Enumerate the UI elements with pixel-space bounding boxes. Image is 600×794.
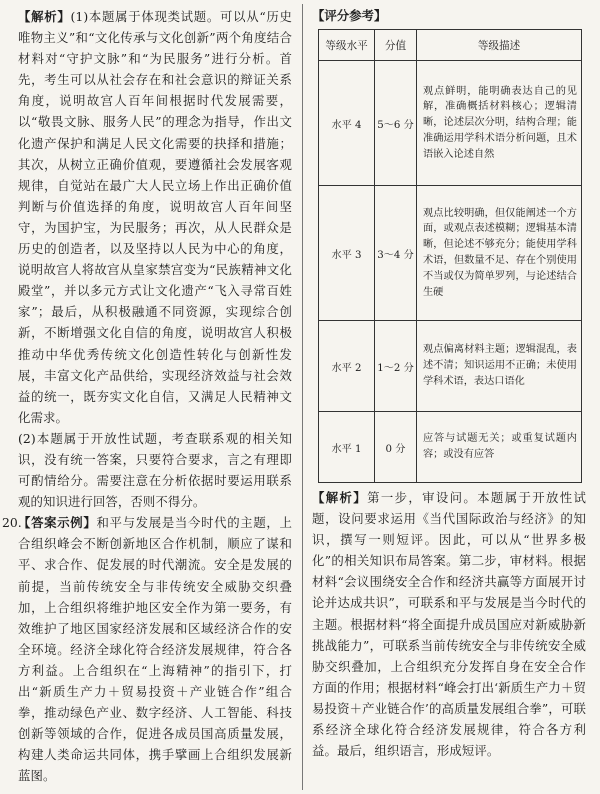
cell-level: 水平 1 [319,412,375,483]
cell-desc: 观点比较明确，但仅能阐述一个方面，或观点表述模糊；逻辑基本清晰，但论述不够充分；能使用学科术语，但数量不足、存在个别使用不当或仅为简单罗列，与论述结合生硬 [417,186,582,321]
answer-example-text: 和平与发展是当今时代的主题，上合组织峰会不断创新地区合作机制，顺应了谋和平、求合作、促发展的时代潮流。安全是发展的前提，当前传统安全与非传统安全威胁交织叠加，上合组织将维护地区安全作为第一要务，有效维护了地区国家经济发展和区域经济合作的安全环境。经济全球化符合经济发展规律，符合各方利益。上合组织在“上海精神”的指引下，打出“新质生产力＋贸易投资＋产业链合作”组合拳，推动绿色产业、数字经济、人工智能、科技创新等领域的合作，促进各成员国高质量发展，构建人类命运共同体，携手擘画上合组织发展新蓝图。 [18,515,292,784]
cell-desc: 观点鲜明，能明确表达自己的见解，准确概括材料核心；逻辑清晰，论述层次分明，结构合理；能准确运用学科术语分析问题，且术语嵌入论述自然 [417,61,582,186]
question-number: 20. [2,515,22,531]
table-row [319,61,582,186]
analysis-paragraph-1 [18,6,292,428]
scoring-title: 【评分参考】 [312,8,387,23]
answer-example-tag: 【答案示例】 [18,515,97,531]
right-analysis-paragraph [312,487,586,761]
cell-desc: 观点偏离材料主题；逻辑混乱，表述不清；知识运用不正确；未使用学科术语，表达口语化 [417,321,582,412]
right-analysis-text: 第一步，审设问。本题属于开放性试题，设问要求运用《当代国际政治与经济》的知识，撰写一则短评。因此，可以从“世界多极化”的相关知识布局答案。第二步，审材料。根据材料“会议围绕安全合作和经济共赢等方面展开讨论并达成共识”，可联系和平与发展是当今时代的主题。根据材料“将全面提升成员国应对新威胁新挑战能力”，可联系当前传统安全与非传统安全威胁交织叠加，上合组织充分发挥自身在安全合作方面的作用；根据材料“峰会打出‘新质生产力＋贸易投资＋产业链合作’的高质量发展组合拳”，可联系经济全球化符合经济发展规律，符合各方利益。最后，组织语言，形成短评。 [312,490,586,759]
analysis-paragraph-2: (2)本题属于开放性试题，考查联系观的相关知识，没有统一答案，只要符合要求，言之有理即可酌情给分。需要注意在分析依据时要运用联系观的知识进行回答，否则不得分。 [18,430,292,510]
column-divider [302,4,303,790]
analysis-part1-text: (1)本题属于体现类试题。可以从“历史唯物主义”和“文化传承与文化创新”两个角度结合材料对“守护文脉”和“为民服务”进行分析。首先，考生可以从社会存在和社会意识的辩证关系角度，说明故宫人百年间根据时代发展需要，以“敬畏文脉、服务人民”的理念为指导，作出文化遗产保护和满足人民文化需要的抉择和措施；其次，从树立正确价值观，要遵循社会发展客观规律，自觉站在最广大人民立场上作出正确价值判断与价值选择的角度，说明故宫人百年间坚守，为国护宝，为民服务；再次，从人民群众是历史的创造者，以及坚持以人民为中心的角度，说明故宫人将故宫从皇家禁宫变为“民族精神文化殿堂”，并以多元方式让文化遗产“飞入寻常百姓家”；最后，从积极融通不同资源，实现综合创新，不断增强文化自信的角度，说明故宫人积极推动中华优秀传统文化创造性转化与创新性发展，丰富文化产品供给，实现经济效益与社会效益的统一，既夯实文化自信，又满足人民精神文化需求。 [18,9,292,425]
header-level: 等级水平 [319,30,375,61]
left-column [2,6,292,786]
cell-level: 水平 4 [319,61,375,186]
table-header-row [319,30,582,61]
header-score: 分值 [375,30,417,61]
cell-level: 水平 3 [319,186,375,321]
question-20-answer [18,512,292,786]
right-column [312,6,586,761]
cell-score: 0 分 [375,412,417,483]
table-row [319,412,582,483]
cell-score: 3～4 分 [375,186,417,321]
header-desc: 等级描述 [417,30,582,61]
right-analysis-tag: 【解析】 [312,490,368,505]
scoring-table [318,29,582,483]
cell-desc: 应答与试题无关；或重复试题内容；或没有应答 [417,412,582,483]
analysis-tag: 【解析】 [18,9,71,24]
question-20 [2,512,292,786]
cell-score: 5～6 分 [375,61,417,186]
table-row [319,186,582,321]
cell-level: 水平 2 [319,321,375,412]
table-row [319,321,582,412]
cell-score: 1～2 分 [375,321,417,412]
